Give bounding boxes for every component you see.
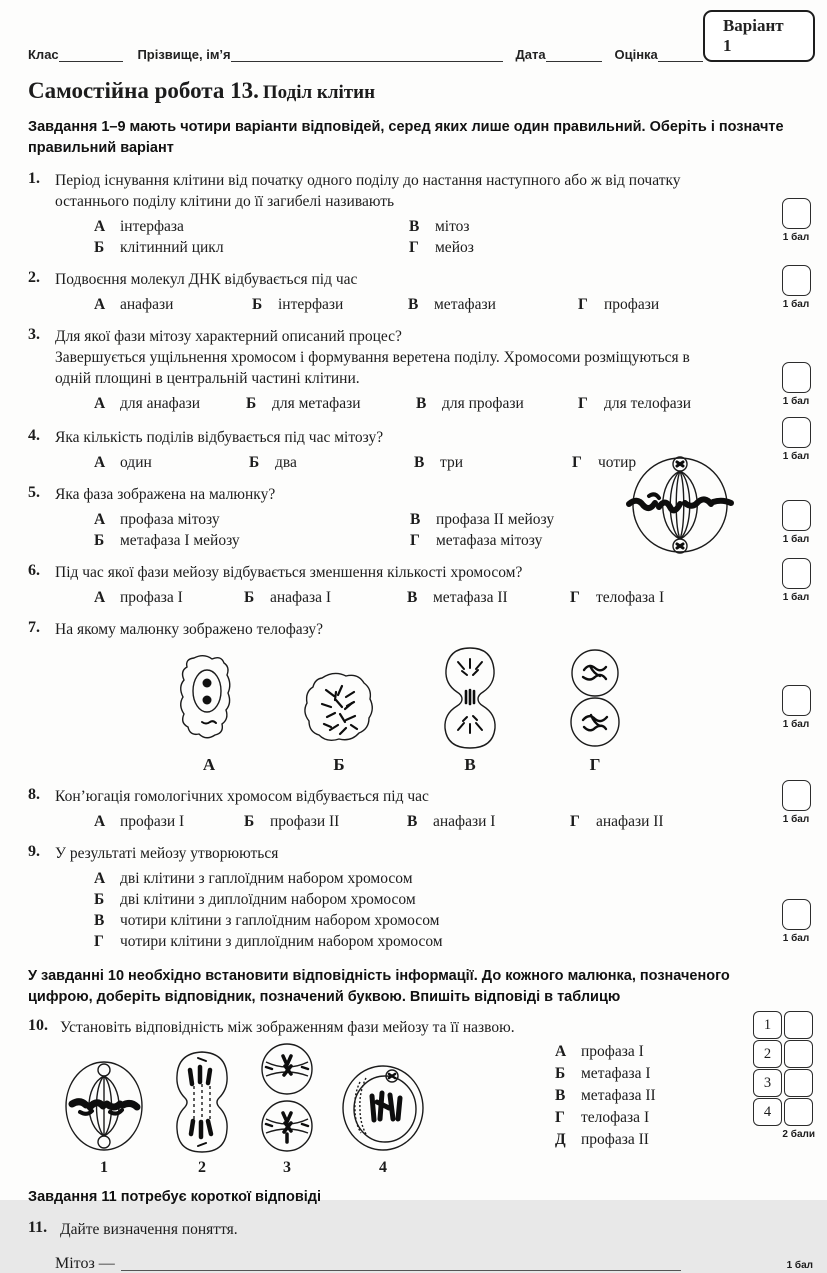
score-box-q5 <box>779 500 813 545</box>
instruction-tasks-1-9: Завдання 1–9 мають чотири варіанти відповідей, серед яких лише один правильний. Оберіть і позначте правильний варіант <box>28 119 784 156</box>
question-5 <box>28 484 815 551</box>
class-label: Клас <box>28 47 59 62</box>
date-label: Дата <box>515 47 546 62</box>
page-title <box>28 78 815 104</box>
cell-interphase-illustration <box>176 652 242 748</box>
option-b[interactable]: Б дві клітини з диплоїдним набором хромосом <box>94 891 416 908</box>
option-v[interactable]: В мітоз <box>409 218 470 235</box>
option-a[interactable]: А анафази <box>94 296 174 313</box>
score-box-q2 <box>779 265 813 310</box>
definition-line <box>28 1254 815 1273</box>
question-3 <box>28 326 815 414</box>
question-text: Для якої фази мітозу характерний описаний процес? <box>55 328 402 345</box>
cell-cytokinesis-illustration <box>436 646 504 748</box>
score-label: 1 бал <box>782 933 810 944</box>
option-b[interactable]: Б метафаза I <box>555 1065 651 1082</box>
question-6 <box>28 562 815 608</box>
question-text: Яка кількість поділів відбувається під час мітозу? <box>55 429 384 446</box>
answer-cell-3[interactable] <box>784 1069 813 1097</box>
answer-checkbox[interactable] <box>782 899 811 930</box>
question-number: 9. <box>28 843 40 860</box>
row-number: 1 <box>753 1011 782 1039</box>
question-number: 7. <box>28 619 40 636</box>
question-10 <box>28 1017 815 1177</box>
figure-1[interactable]: 1 <box>60 1058 148 1177</box>
option-a[interactable]: А профази I <box>94 813 185 830</box>
title-sub: Поділ клітин <box>262 82 376 103</box>
name-label: Прізвище, ім’я <box>137 47 231 62</box>
row-number: 2 <box>753 1040 782 1068</box>
question-number: 4. <box>28 427 40 444</box>
score-label: 1 бал <box>782 719 810 730</box>
answer-checkbox[interactable] <box>782 362 811 393</box>
instruction-task-11: Завдання 11 потребує короткої відповіді <box>28 1189 321 1205</box>
option-v[interactable]: В профаза II мейозу <box>410 511 555 528</box>
option-b[interactable]: Б метафаза I мейозу <box>94 532 240 549</box>
telophase-1-cell-illustration <box>170 1050 234 1154</box>
score-box-q9 <box>779 899 813 944</box>
score-box-q7 <box>779 685 813 730</box>
question-number: 6. <box>28 562 40 579</box>
answer-checkbox[interactable] <box>782 558 811 589</box>
option-a[interactable]: А профаза I <box>555 1043 644 1060</box>
table-row <box>753 1040 815 1068</box>
score-label: 1 бал <box>782 232 810 243</box>
table-row <box>753 1011 815 1039</box>
grade-label: Оцінка <box>614 47 658 62</box>
question-1 <box>28 170 815 258</box>
question-number: 1. <box>28 170 40 187</box>
option-v[interactable]: В для профази <box>416 395 524 412</box>
option-g[interactable]: Г мейоз <box>409 239 474 256</box>
option-v[interactable]: В метафаза II <box>555 1087 656 1104</box>
cell-prophase-illustration <box>302 670 376 748</box>
question-text: Дайте визначення поняття. <box>60 1221 238 1238</box>
question-number: 3. <box>28 326 40 343</box>
option-a[interactable]: А дві клітини з гаплоїдним набором хромосом <box>94 870 413 887</box>
question-7 <box>28 619 815 775</box>
question-text: Подвоєння молекул ДНК відбувається під час <box>55 271 358 288</box>
grade-field[interactable] <box>658 47 703 62</box>
term-label: Мітоз — <box>55 1255 115 1272</box>
answer-checkbox[interactable] <box>782 417 811 448</box>
option-a[interactable]: А інтерфаза <box>94 218 184 235</box>
score-box-q6 <box>779 558 813 603</box>
figure-option-v[interactable]: В <box>436 646 504 775</box>
score-label: 1 бал <box>782 451 810 462</box>
option-g[interactable]: Г анафази II <box>570 813 664 830</box>
answer-cell-2[interactable] <box>784 1040 813 1068</box>
score-label: 1 бал <box>786 1260 813 1271</box>
option-g[interactable]: Г для телофази <box>578 395 692 412</box>
option-g[interactable]: Г телофаза I <box>570 589 665 606</box>
option-a[interactable]: А для анафази <box>94 395 201 412</box>
figure-2[interactable]: 2 <box>170 1050 234 1177</box>
option-g[interactable]: Г чотир <box>572 454 637 471</box>
option-g[interactable]: Г телофаза I <box>555 1109 650 1126</box>
question-text: На якому малюнку зображено телофазу? <box>55 621 324 638</box>
answer-checkbox[interactable] <box>782 780 811 811</box>
score-label: 1 бал <box>782 299 810 310</box>
question-number: 5. <box>28 484 40 501</box>
question-text: У результаті мейозу утворюються <box>55 845 279 862</box>
option-v[interactable]: В метафази <box>408 296 496 313</box>
matching-options <box>555 1041 656 1151</box>
answer-checkbox[interactable] <box>782 500 811 531</box>
option-g[interactable]: Г чотири клітини з диплоїдним набором хромосом <box>94 933 443 950</box>
table-row <box>753 1098 815 1126</box>
option-b[interactable]: Б інтерфази <box>252 296 344 313</box>
figure-option-b[interactable]: Б <box>302 670 376 775</box>
option-a[interactable]: А один <box>94 454 152 471</box>
score-label: 2 бали <box>782 1129 815 1140</box>
prophase-cell-illustration <box>340 1062 426 1154</box>
question-number: 2. <box>28 269 40 286</box>
score-box-q8 <box>779 780 813 825</box>
option-b[interactable]: Б анафаза I <box>244 589 332 606</box>
option-b[interactable]: Б профази II <box>244 813 340 830</box>
answer-table <box>753 1011 815 1140</box>
table-row <box>753 1069 815 1097</box>
score-box-q4 <box>779 417 813 462</box>
row-number: 3 <box>753 1069 782 1097</box>
date-field[interactable] <box>546 47 603 62</box>
option-a[interactable]: А профаза I <box>94 589 183 606</box>
question-8 <box>28 786 815 832</box>
figure-3[interactable]: 3 <box>256 1042 318 1177</box>
name-field[interactable] <box>231 47 504 62</box>
answer-checkbox[interactable] <box>782 685 811 716</box>
metaphase-1-cell-illustration <box>60 1058 148 1154</box>
instruction-task-10: У завданні 10 необхідно встановити відповідність інформації. До кожного малюнка, позначеного цифрою, доберіть відповідник, позначений буквою. Впишіть відповіді в таблицю <box>28 968 730 1005</box>
answer-cell-4[interactable] <box>784 1098 813 1126</box>
option-a[interactable]: А профаза мітозу <box>94 511 220 528</box>
question-number: 11. <box>28 1219 48 1236</box>
option-b[interactable]: Б для метафази <box>246 395 361 412</box>
option-g[interactable]: Г метафаза мітозу <box>410 532 543 549</box>
figure-option-g[interactable]: Г <box>564 648 626 775</box>
question-text: Яка фаза зображена на малюнку? <box>55 486 276 503</box>
question-2 <box>28 269 815 315</box>
cell-metaphase-illustration <box>621 452 739 558</box>
question-11 <box>28 1219 815 1273</box>
option-v[interactable]: В чотири клітини з гаплоїдним набором хромосом <box>94 912 440 929</box>
metaphase-2-cells-illustration <box>256 1042 318 1154</box>
header <box>28 10 815 62</box>
score-box-q3 <box>779 362 813 407</box>
definition-field[interactable] <box>121 1254 681 1271</box>
option-v[interactable]: В три <box>414 454 464 471</box>
figure-option-a[interactable]: А <box>176 652 242 775</box>
figure-4[interactable]: 4 <box>340 1062 426 1177</box>
question-number: 8. <box>28 786 40 803</box>
answer-checkbox[interactable] <box>782 265 811 296</box>
score-box-q1 <box>779 198 813 243</box>
question-text: Кон’югація гомологічних хромосом відбувається під час <box>55 788 429 805</box>
option-d[interactable]: Д профаза II <box>555 1131 649 1148</box>
option-g[interactable]: Г профази <box>578 296 660 313</box>
question-text: Установіть відповідність між зображенням фази мейозу та її назвою. <box>60 1019 515 1036</box>
variant-badge: Варіант 1 <box>703 10 815 62</box>
question-9 <box>28 843 815 952</box>
option-b[interactable]: Б клітинний цикл <box>94 239 224 256</box>
option-v[interactable]: В анафази I <box>407 813 496 830</box>
score-label: 1 бал <box>782 396 810 407</box>
score-label: 1 бал <box>782 534 810 545</box>
score-label: 1 бал <box>782 814 810 825</box>
option-v[interactable]: В метафаза II <box>407 589 508 606</box>
answer-cell-1[interactable] <box>784 1011 813 1039</box>
question-description: Завершується ущільнення хромосом і формування веретена поділу. Хромосоми розміщуються в одній площині в центральній частині клітини. <box>55 349 690 387</box>
title-main: Самостійна робота 13. <box>28 78 259 103</box>
answer-checkbox[interactable] <box>782 198 811 229</box>
row-number: 4 <box>753 1098 782 1126</box>
score-label: 1 бал <box>782 592 810 603</box>
question-text: Під час якої фази мейозу відбувається зменшення кількості хромосом? <box>55 564 523 581</box>
question-text: Період існування клітини від початку одного поділу до настання наступного або ж від початку останнього поділу клітини до її загибелі називають <box>55 172 681 210</box>
two-daughter-cells-illustration <box>564 648 626 748</box>
question-number: 10. <box>28 1017 48 1034</box>
class-field[interactable] <box>59 47 124 62</box>
option-b[interactable]: Б два <box>249 454 297 471</box>
